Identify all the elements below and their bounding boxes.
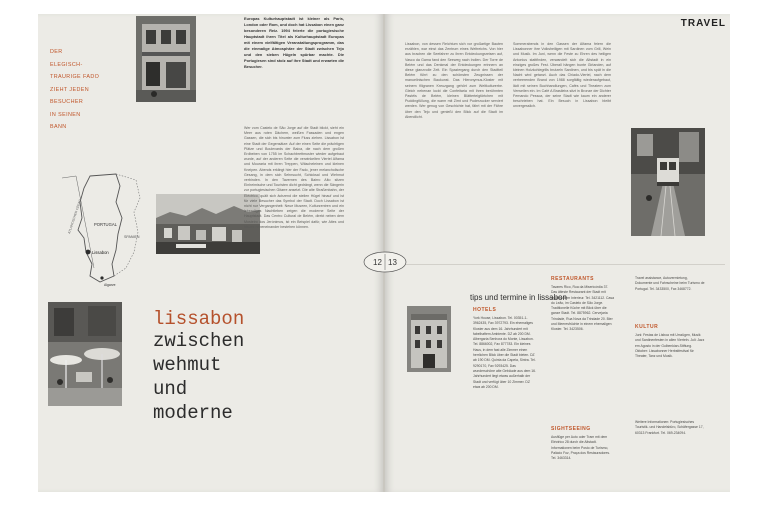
body-text-middle: Lissabon, von dessen Reichtum sich vor großartige Bauten erzählen, war einst das Zentrum eines Weltreichs. Von hier aus brachen die Seefahrer zu ihren Entdeckungsreisen auf, Vasco da Gama fand den Seeweg nach Indien. Der Torre de Belém und das Denkmal der Entdeckungen erinnern an diese glanzvolle Zeit. Ein Spaziergang durch den Stadtteil Belém führt zu den schönsten Zeugnissen der manuelinischen Baukunst. Das Hieronymus-Kloster mit seinem filigranen Kreuzgang gehört zum Weltkulturerbe. Gleich nebenan lockt die Confeitaria mit ihren berühmten Pastéis de Belém, kleinen Blätterteigtörtchen mit Puddingfüllung, die warm mit Zimt und Puderzucker serviert werden. Wer genug von Geschichte hat, fährt mit der Fähre über den Tejo und genießt den Blick auf die Stadt im Abendlicht.: [405, 42, 503, 119]
tips-sightseeing-text: Ausflüge per Auto oder Tram mit dem Eléctrico 28 durch die Altstadt. Informationen beim Posto de Turismo, Palácio Foz, Praça dos Restauradores. Tel. 3463314.: [551, 435, 610, 461]
title-line-5: moderne: [153, 402, 233, 424]
map-label: SPANIEN: [124, 235, 140, 239]
quote-line: IN SEINEN: [50, 111, 81, 118]
quote-line: BANN: [50, 124, 67, 130]
tips-kultur-head: KULTUR: [635, 324, 659, 330]
quote-line: BESUCHER: [50, 99, 84, 105]
portugal-map: [56, 172, 156, 292]
building-photo: [136, 16, 196, 102]
title-line-1: lissabon: [153, 308, 245, 330]
map-label: ATLANTISCHER OZEAN: [67, 198, 83, 235]
tips-info-address: Weitere Informationen: Portugiesisches Touristik- und Handelsbüro, Schäfergasse 17, 60313 Frankfurt. Tel. 069-234094.: [635, 420, 704, 435]
section-label: TRAVEL: [680, 18, 726, 29]
tips-kultur-text: Juni: Festas de Lisboa mit Umzügen, Musik und Sardinenfesten in allen Vierteln. Juli: Jazz em Agosto in der Gulbenkian-Stiftung. Oktober: Lissabonner Herbstfestival für Theater, Tanz und Musik.: [635, 333, 705, 359]
palace-photo: [407, 306, 451, 372]
article-title: [153, 309, 283, 425]
tips-restaurants-text: Tavares Rico, Rua da Misericórdia 37. Das älteste Restaurant der Stadt mit prachtvollem Interieur. Tel. 3421112. Casa do Leão, im Castelo de São Jorge. Traditionelle Küche mit Blick über die ganze Stadt. Tel. 8875962. Cervejaria Trindade, Rua Nova da Trindade 20. Bier und Meeresfrüchte in einem ehemaligen Kloster. Tel. 3423506.: [551, 285, 614, 332]
quote-line: ZIEHT JEDEN: [50, 86, 90, 93]
tram-photo: [631, 128, 705, 236]
body-text-left: Wer vom Castelo de São Jorge auf die Stadt blickt, sieht ein Meer aus roten Dächern, weißen Fassaden und engen Gassen, die sich bis hinunter zum Fluss ziehen. Lissabon ist eine Stadt der Gegensätze: Auf der einen Seite die prächtigen Plätze und Boulevards der Baixa, die nach dem großen Erdbeben von 1755 im Schachbrettmuster wieder aufgebaut wurde, auf der anderen Seite die verwinkelten Viertel Alfama und Mouraria mit ihren Treppen, Wäscheleinen und kleinen Kneipen. Abends erklingt hier der Fado, jener melancholische Gesang, in dem sich Sehnsucht, Schicksal und Wehmut verbinden. In den Tavernen des Bairro Alto sitzen Einheimische und Touristen dicht gedrängt, wenn die Sängerin zur portugiesischen Gitarre ansetzt. Die alte Straßenbahn, der Eléctrico, quält sich ächzend die steilen Hügel hinauf und ist für viele Besucher das Symbol der Stadt. Doch Lissabon ist nicht nur Vergangenheit: Neue Museen, Kulturzentren und ein lebendiges Nachtleben zeigen die moderne Seite der Hauptstadt. Das Centro Cultural de Belém, direkt neben dem Mosteiro dos Jerónimos, ist ein Beispiel dafür, wie Altes und Neues nebeneinander bestehen können.: [244, 126, 344, 229]
quote-line: DER: [50, 49, 63, 55]
title-line-2: zwischen: [153, 330, 245, 352]
quote-line: ELEGISCH-: [50, 61, 83, 68]
right-page: [385, 14, 730, 492]
tips-restaurants-head: RESTAURANTS: [551, 276, 594, 282]
map-label: Algarve: [104, 283, 116, 287]
left-page: [38, 14, 383, 492]
tips-sightseeing-head: SIGHTSEEING: [551, 426, 591, 432]
map-label: Lissabon: [92, 250, 109, 255]
tips-heading: tips und termine in lissabon: [470, 293, 567, 302]
section-divider: [391, 264, 725, 265]
magazine-spread: [38, 14, 730, 492]
pull-quote: [50, 46, 102, 134]
quote-line: TRAURIGE FADO: [50, 74, 100, 80]
tips-travel-info: Travel assistance, Autovermietung, Dokumente und Fahrscheine beim Turismo de Portugal. Tel. 3433500, Fax 3468772.: [635, 276, 705, 291]
page-number-left: 12: [373, 258, 382, 267]
map-label: PORTUGAL: [94, 222, 117, 227]
title-line-4: und: [153, 378, 188, 400]
body-text-right: Sommerabends in den Gassen der Alfama feiern die Lissabonner ihre Volksheiligen mit Sardinen vom Grill, Wein und Musik. Im Juni, wenn die Feste zu Ehren des heiligen Antonius stattfinden, verwandelt sich die Altstadt in ein einziges großes Fest. Überall hängen bunte Girlanden, auf kleinen Holzkohlegrills brutzeln Sardinen, und bis spät in die Nacht wird getanzt. Auch das Chiado-Viertel, nach dem verheerenden Brand von 1988 sorgfältig wiederaufgebaut, lädt mit seinen Buchhandlungen, Cafés und Theatern zum Verweilen ein. Im Café A Brasileira sitzt in Bronze der Dichter Fernando Pessoa, der seine Stadt wie kaum ein anderer beschrieben hat. Ein Besuch in Lissabon bleibt unvergesslich.: [513, 42, 611, 109]
tips-hotels-text: York House, Lissabon. Tel. 00351-1-3962435, Fax 3972793. Ein ehemaliges Kloster aus dem 16. Jahrhundert mit fabelhaftem Ambiente. DZ ab 200 DM. Albergaria Senhora do Monte, Lissabon. Tel. 8866002, Fax 877783. Ein kleines Haus, in dem fast alle Zimmer einen herrlichen Blick über die Stadt bieten. DZ ab 190 DM. Quinta da Capela, Sintra. Tel. 9290170, Fax 9293425. Das wunderschöne alte Gebäude aus dem 16. Jahrhundert liegt etwas außerhalb der Stadt und verfügt über 10 Zimmer. DZ etwa ab 200 DM.: [473, 316, 536, 389]
intro-paragraph: Europas Kulturhauptstadt ist kleiner als Paris, London oder Rom, und doch hat Lissabon einen ganz besonderen Reiz. 1994 feierte die portugiesische Hauptstadt ihren Titel als Kulturhauptstadt Europas mit einem vielfältigen Veranstaltungsprogramm, das die einmalige Atmosphäre der Stadt zwischen Tejo und den sieben Hügeln spürbar machte. Die Portugiesen sind stolz auf ihre Stadt und erwarten die Besucher.: [244, 16, 344, 69]
page-number-badge: [360, 250, 410, 274]
tips-hotels-head: HOTELS: [473, 307, 497, 313]
cafe-photo: [48, 302, 122, 406]
page-number-right: 13: [388, 258, 397, 267]
title-line-3: wehmut: [153, 354, 222, 376]
